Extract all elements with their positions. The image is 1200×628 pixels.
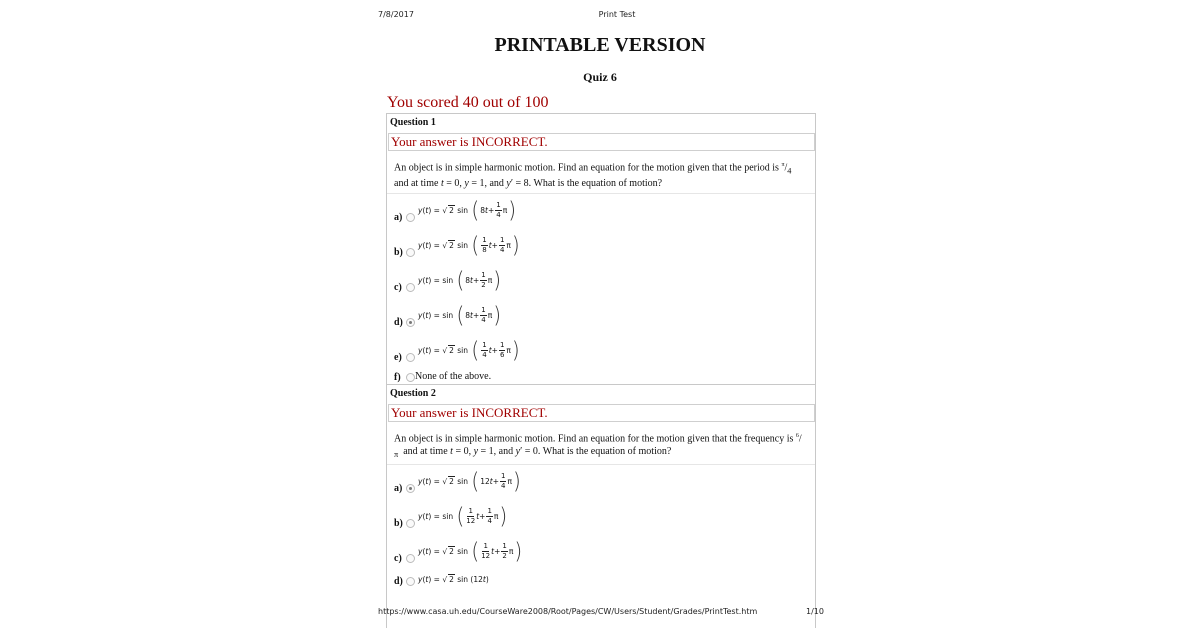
choice-equation: y ( t ) = √ 2 sin ( $\frac{1}{4}$ t + $\frac{1}{6}$ π )	[418, 336, 520, 364]
choice-equation: y ( t ) = sin ( $\frac{1}{12}$ t + $\frac{1}{4}$ π )	[418, 502, 508, 530]
answer-choice	[387, 264, 815, 299]
page-title: PRINTABLE VERSION	[494, 34, 706, 56]
choice-radio[interactable]	[406, 213, 415, 222]
choice-label: f)	[394, 372, 401, 383]
answer-choice	[387, 334, 815, 369]
answer-choice	[387, 369, 815, 386]
answer-choice	[387, 194, 815, 229]
score-text: You scored 40 out of 100	[387, 94, 549, 111]
choice-radio[interactable]	[406, 248, 415, 257]
choice-radio[interactable]	[406, 353, 415, 362]
print-date: 7/8/2017	[378, 10, 414, 19]
quiz-title: Quiz 6	[583, 70, 617, 84]
choice-equation: y ( t ) = sin ( 8 t + $\frac{1}{4}$ π )	[418, 301, 502, 329]
page-number: 1/10	[806, 607, 824, 616]
choice-radio-selected[interactable]	[406, 318, 415, 327]
choice-label: e)	[394, 352, 402, 363]
question-text: An object is in simple harmonic motion. Find an equation for the motion given that the frequency is $^6/_\pi$ and at time t = 0, y = 1, and y′ = 0. What is the equation of motion?	[387, 422, 815, 465]
choice-label: b)	[394, 247, 403, 258]
choice-label: b)	[394, 518, 403, 529]
question-title: Question 2	[390, 388, 436, 399]
choice-radio[interactable]	[406, 373, 415, 382]
answer-choice	[387, 299, 815, 334]
choice-label: d)	[394, 576, 403, 587]
answer-choice	[387, 229, 815, 264]
choice-radio-selected[interactable]	[406, 484, 415, 493]
answer-choice	[387, 465, 815, 500]
choice-label: c)	[394, 553, 402, 564]
choice-equation: y ( t ) = √ 2 sin ( $\frac{1}{8}$ t + $\frac{1}{4}$ π )	[418, 231, 520, 259]
choice-equation: y ( t ) = √ 2 sin ( $\frac{1}{12}$ t + $\frac{1}{2}$ π )	[418, 537, 523, 565]
choice-label: a)	[394, 483, 403, 494]
answer-choice	[387, 535, 815, 570]
choice-text: None of the above.	[415, 371, 492, 382]
choice-radio[interactable]	[406, 577, 415, 586]
choice-equation: y ( t ) = √ 2 sin (12 t )	[418, 574, 489, 584]
choice-equation: y ( t ) = sin ( 8 t + $\frac{1}{2}$ π )	[418, 266, 502, 294]
choice-label: d)	[394, 317, 403, 328]
answer-verdict: Your answer is INCORRECT.	[388, 404, 815, 422]
answer-choice	[387, 500, 815, 535]
choice-radio[interactable]	[406, 519, 415, 528]
choice-equation: y ( t ) = √ 2 sin ( 12 t + $\frac{1}{4}$ π )	[418, 467, 521, 495]
answer-verdict: Your answer is INCORRECT.	[388, 133, 815, 151]
questions-panel	[386, 113, 816, 628]
choice-radio[interactable]	[406, 283, 415, 292]
choice-radio[interactable]	[406, 554, 415, 563]
choice-label: c)	[394, 282, 402, 293]
print-header-title: Print Test	[598, 10, 636, 19]
question-text: An object is in simple harmonic motion. Find an equation for the motion given that the period is $^\pi/_4$ and at time t = 0, y = 1, and y′ = 8. What is the equation of motion?	[387, 151, 815, 194]
print-footer-url: https://www.casa.uh.edu/CourseWare2008/Root/Pages/CW/Users/Student/Grades/PrintTest.htm	[378, 607, 758, 616]
answer-choice	[387, 570, 815, 592]
choice-equation: y ( t ) = √ 2 sin ( 8 t + $\frac{1}{4}$ π )	[418, 196, 517, 224]
question-title: Question 1	[390, 117, 436, 128]
choice-label: a)	[394, 212, 403, 223]
